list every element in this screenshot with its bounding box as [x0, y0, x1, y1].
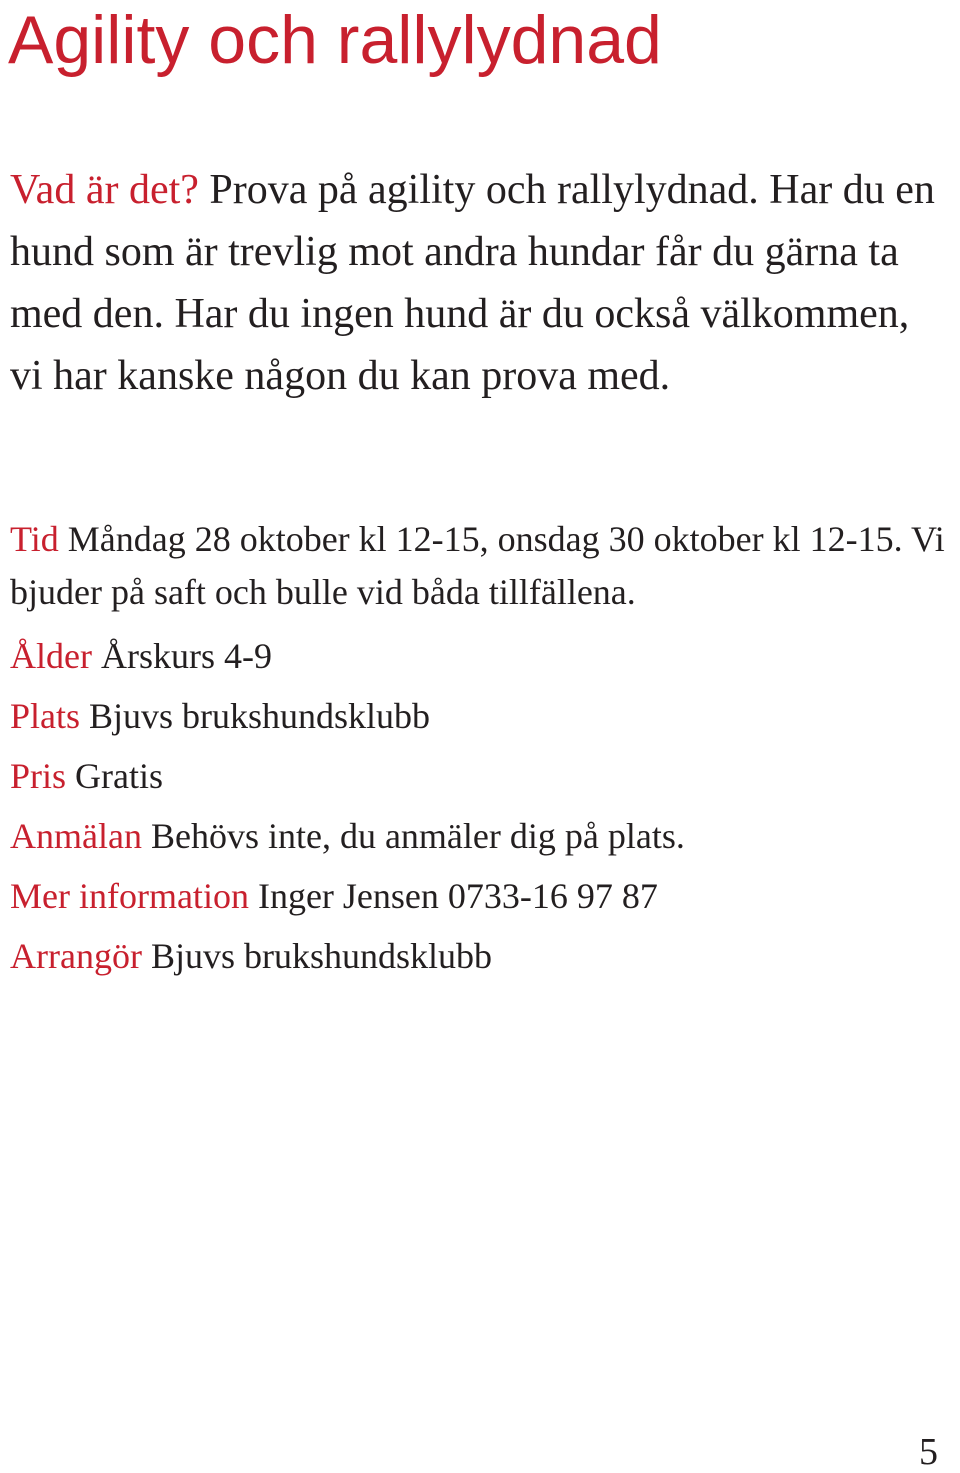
- detail-value-pris: Gratis: [75, 756, 164, 796]
- detail-row-arrangor: [10, 926, 960, 986]
- detail-value-anmalan: Behövs inte, du anmäler dig på plats.: [150, 816, 685, 856]
- detail-row-alder: [10, 626, 960, 686]
- intro-lead-label: Vad är det?: [10, 167, 199, 213]
- detail-label-plats: Plats: [10, 696, 81, 736]
- detail-label-alder: Ålder: [10, 636, 92, 676]
- detail-value-mer-information: Inger Jensen 0733-16 97 87: [257, 876, 658, 916]
- detail-row-pris: [10, 746, 960, 806]
- detail-label-pris: Pris: [10, 756, 67, 796]
- detail-label-arrangor: Arrangör: [10, 936, 142, 976]
- detail-row-mer-information: [10, 866, 960, 926]
- detail-label-anmalan: Anmälan: [10, 816, 142, 856]
- page-number: 5: [919, 1431, 938, 1473]
- intro-paragraph: [10, 159, 950, 407]
- intro-text: Prova på agility och rallylydnad. Har du en hund som är trevlig mot andra hundar får du gärna ta med den. Har du ingen hund är du också välkommen, vi har kanske någon du kan prova med.: [10, 167, 935, 399]
- detail-label-tid: Tid: [10, 519, 59, 559]
- detail-value-tid: Måndag 28 oktober kl 12-15, onsdag 30 oktober kl 12-15. Vi bjuder på saft och bulle vid båda tillfällena.: [10, 519, 945, 612]
- event-details: [10, 513, 960, 986]
- detail-label-mer-information: Mer information: [10, 876, 249, 916]
- detail-row-tid: [10, 513, 960, 619]
- detail-row-plats: [10, 686, 960, 746]
- detail-value-plats: Bjuvs brukshundsklubb: [89, 696, 431, 736]
- detail-value-arrangor: Bjuvs brukshundsklubb: [150, 936, 492, 976]
- detail-row-anmalan: [10, 806, 960, 866]
- page-title: Agility och rallylydnad: [8, 2, 662, 78]
- detail-value-alder: Årskurs 4-9: [100, 636, 272, 676]
